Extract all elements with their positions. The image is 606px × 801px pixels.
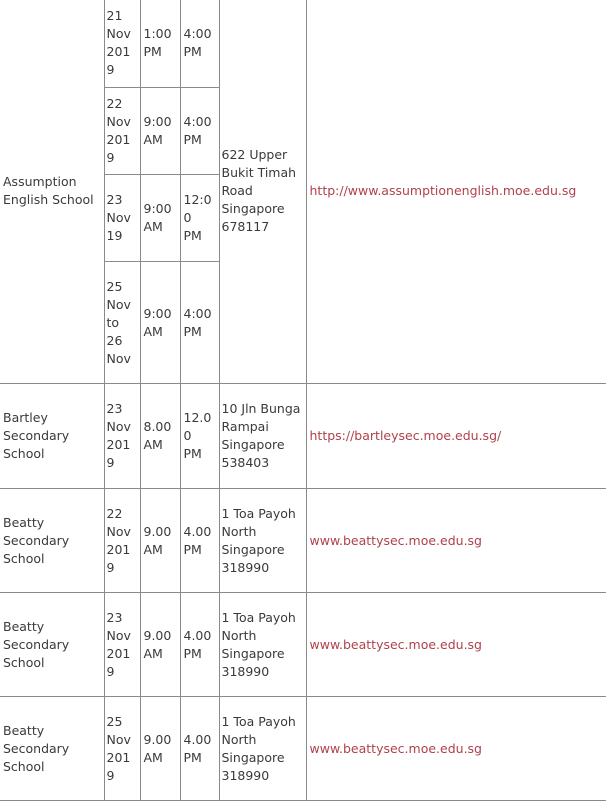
table-row — [0, 593, 606, 697]
school-website-link[interactable]: www.beattysec.moe.edu.sg — [309, 740, 482, 756]
session-date: 22 Nov 2019 — [104, 489, 140, 593]
school-name: Beatty Secondary School — [0, 593, 104, 697]
school-name: Beatty Secondary School — [0, 489, 104, 593]
table-row — [0, 697, 606, 801]
website-cell — [306, 384, 606, 489]
session-start-time: 1:00 PM — [140, 0, 180, 88]
session-date: 23 Nov 19 — [104, 175, 140, 262]
table-row — [0, 489, 606, 593]
school-website-link[interactable]: www.beattysec.moe.edu.sg — [309, 532, 482, 548]
school-name: Beatty Secondary School — [0, 697, 104, 801]
session-end-time: 12.00 PM — [180, 384, 219, 489]
session-start-time: 9:00 AM — [140, 175, 180, 262]
session-date: 23 Nov 2019 — [104, 384, 140, 489]
session-end-time: 12:00 PM — [180, 175, 219, 262]
school-address: 10 Jln Bunga Rampai Singapore 538403 — [219, 384, 306, 489]
session-end-time: 4:00 PM — [180, 88, 219, 175]
website-cell — [306, 593, 606, 697]
session-end-time: 4:00 PM — [180, 262, 219, 384]
session-date: 21 Nov 2019 — [104, 0, 140, 88]
school-address: 1 Toa Payoh North Singapore 318990 — [219, 489, 306, 593]
session-end-time: 4:00 PM — [180, 0, 219, 88]
school-address: 1 Toa Payoh North Singapore 318990 — [219, 593, 306, 697]
session-end-time: 4.00 PM — [180, 593, 219, 697]
session-start-time: 9:00 AM — [140, 88, 180, 175]
session-date: 22 Nov 2019 — [104, 88, 140, 175]
session-start-time: 9.00 AM — [140, 697, 180, 801]
school-website-link[interactable]: http://www.assumptionenglish.moe.edu.sg — [309, 183, 577, 198]
session-end-time: 4.00 PM — [180, 489, 219, 593]
session-start-time: 9.00 AM — [140, 489, 180, 593]
school-name: Bartley Secondary School — [0, 384, 104, 489]
session-end-time: 4.00 PM — [180, 697, 219, 801]
website-cell — [306, 697, 606, 801]
website-cell — [306, 0, 606, 384]
table-row — [0, 0, 606, 88]
session-start-time: 9.00 AM — [140, 593, 180, 697]
session-start-time: 8.00 AM — [140, 384, 180, 489]
session-date: 23 Nov 2019 — [104, 593, 140, 697]
school-name: Assumption English School — [0, 0, 104, 384]
table-row — [0, 384, 606, 489]
school-address: 1 Toa Payoh North Singapore 318990 — [219, 697, 306, 801]
website-cell — [306, 489, 606, 593]
session-date: 25 Nov to 26 Nov — [104, 262, 140, 384]
school-website-link[interactable]: https://bartleysec.moe.edu.sg/ — [309, 428, 502, 443]
school-website-link[interactable]: www.beattysec.moe.edu.sg — [309, 636, 482, 652]
session-start-time: 9:00 AM — [140, 262, 180, 384]
session-date: 25 Nov 2019 — [104, 697, 140, 801]
school-address: 622 Upper Bukit Timah Road Singapore 678117 — [219, 0, 306, 384]
